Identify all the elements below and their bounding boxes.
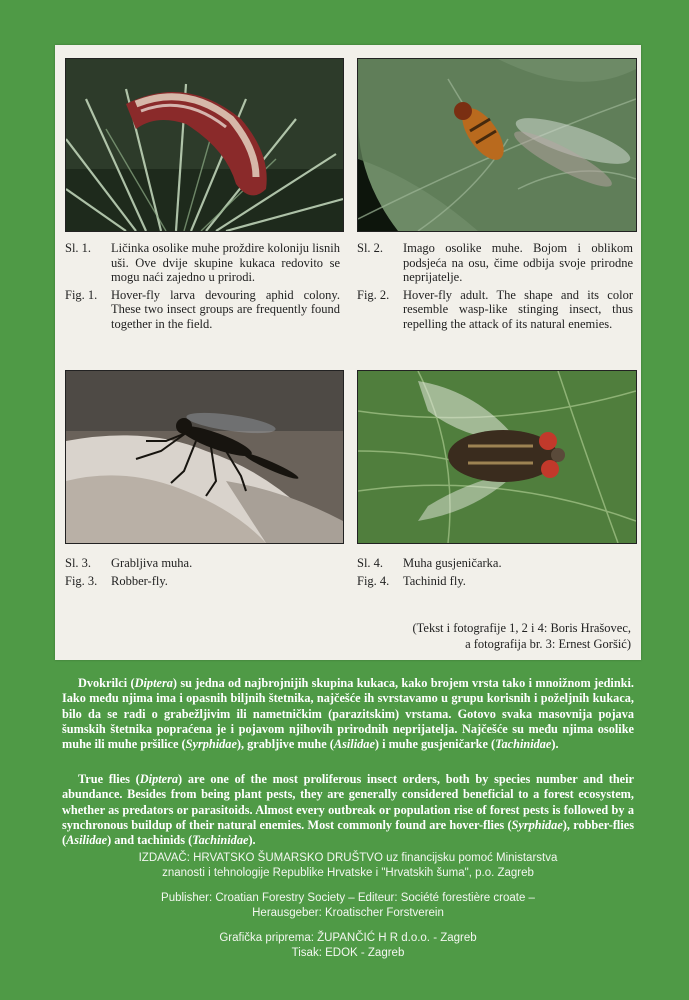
imprint-publisher-en [62,891,634,921]
text-segment: ) su jedna od najbrojnijih skupina kukaca, kako brojem vrsta tako i mnoižnom jedinki. Iako među njima ima i opasnih biljnih štetnika, najčešće ih svrstavamo u grupu korisnih i poželjnih kukaca, bilo da se radi o grabežljivim ili nametničkim (parazitskim) vrstama. Gotovo svaka masovnija pojava šumskih štetnika popraćena je i pojavom njihovih prirodnih neprijatelja. Najčešće su među njima osolike muhe ili muhe pršilice ( [62,676,634,752]
paragraph-croatian [62,676,634,752]
caption-figure-4 [357,556,633,588]
caption-figure-2 [357,241,633,331]
caption-figure-3 [65,556,340,588]
text-segment: ) and tachinids ( [107,833,193,848]
caption-label-en: Fig. 2. [357,287,390,302]
text-segment: ), robber-flies ( [62,817,634,848]
photo-tachinid-fly [357,370,637,544]
imprint-line: Grafička priprema: ŽUPANČIĆ H R d.o.o. - Zagreb [219,932,477,944]
imprint-production [62,931,634,961]
photo-robber-fly [65,370,344,544]
taxon-name: Asilidae [333,737,375,752]
caption-label-hr: Sl. 3. [65,556,92,570]
caption-figure-1 [65,241,340,331]
text-segment: ) i muhe gusjeničarke ( [374,737,496,752]
paragraph-english [62,772,634,848]
taxon-name: Asilidae [66,833,108,848]
imprint-line: Tisak: EDOK - Zagreb [291,947,405,959]
taxon-name: Diptera [139,772,179,786]
taxon-name: Tachinidae [495,737,552,752]
taxon-name: Syrphidae [185,737,237,752]
photo-credit [331,620,631,652]
caption-text-en: Hover-fly larva devouring aphid colony. These two insect groups are frequently found together in the field. [111,287,340,331]
photo-credit-line-1: (Tekst i fotografije 1, 2 i 4: Boris Hrašovec, [412,621,631,635]
caption-label-hr: Sl. 1. [65,241,92,255]
text-segment: ). [248,833,256,848]
caption-label-en: Fig. 1. [65,287,98,302]
imprint-line: Publisher: Croatian Forestry Society – Editeur: Société forestière croate – [161,892,535,904]
caption-text-hr: Grabljiva muha. [111,556,193,570]
imprint-line: IZDAVAČ: HRVATSKO ŠUMARSKO DRUŠTVO uz financijsku pomoć Ministarstva [138,852,558,864]
taxon-name: Syrphidae [511,817,563,832]
caption-text-en: Robber-fly. [111,573,168,588]
caption-label-hr: Sl. 2. [357,241,384,255]
caption-text-hr: Ličinka osolike muhe proždire koloniju lisnih uši. Ove dvije skupine kukaca redovito se mogu naći zajedno u prirodi. [111,241,340,284]
photo-credit-line-2: a fotografija br. 3: Ernest Goršić) [465,637,631,651]
imprint-line: Herausgeber: Kroatischer Forstverein [252,907,444,919]
text-segment: ). [551,737,559,752]
imprint-publisher-hr [62,851,634,881]
photo-hoverfly-adult [357,58,637,232]
caption-text-hr: Imago osolike muhe. Bojom i oblikom podsjeća na osu, čime odbija svoje prirodne neprijatelje. [403,241,633,284]
photo-panel [55,45,641,660]
caption-text-en: Hover-fly adult. The shape and its color resemble wasp-like stinging insect, thus repelling the attack of its natural enemies. [403,287,633,331]
text-segment: ), grabljive muhe ( [236,737,334,752]
text-segment: True flies ( [78,772,140,786]
caption-text-hr: Muha gusjeničarka. [403,556,502,570]
text-segment: Dvokrilci ( [78,676,135,690]
taxon-name: Diptera [134,676,173,690]
caption-text-en: Tachinid fly. [403,573,466,588]
taxon-name: Tachinidae [192,833,249,848]
caption-label-en: Fig. 3. [65,573,98,588]
text-segment: ) are one of the most proliferous insect orders, both by species number and their abundance. Besides from being plant pests, they are generally considered beneficial to a forest ecosystem, whether as predators or parasitoids. Almost every outbreak or population rise of forest pests is followed by a synchronous buildup of their natural enemies. Most commonly found are hover-flies ( [62,772,634,832]
imprint-line: znanosti i tehnologije Republike Hrvatske i "Hrvatskih šuma", p.o. Zagreb [162,867,534,879]
caption-label-hr: Sl. 4. [357,556,384,570]
caption-label-en: Fig. 4. [357,573,390,588]
photo-hoverfly-larva [65,58,344,232]
